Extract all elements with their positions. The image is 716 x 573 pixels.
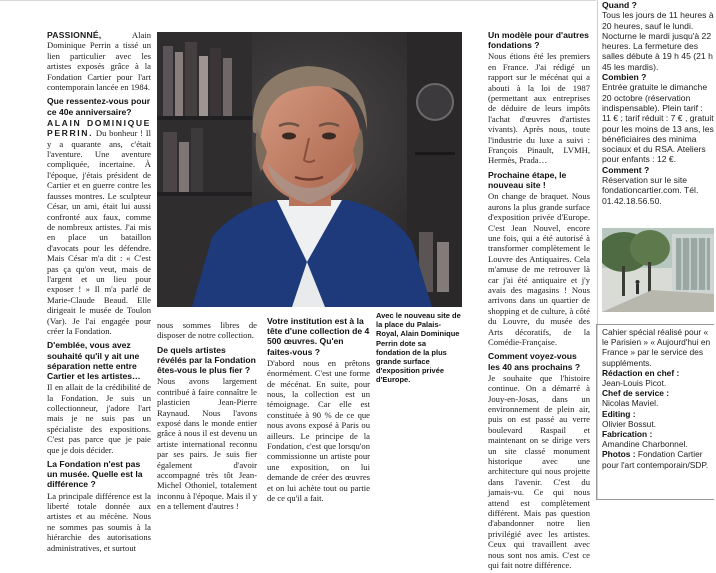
answer-anniversary <box>47 118 151 337</box>
service-value: Nicolas Maviel. <box>602 398 659 409</box>
answer-collection: D'abord nous en prêtons énormément. C'est une forme de mécénat. En suite, pour nous, la collection est un témoignage. Car elle est constituée à 90 % de ce que nous avons exposé à Paris ou ailleurs. Le principe de la Fondation, c'est que lorsqu'on commissionne un artiste pour une exposition, on lui demande de créer des œuvres et on lui achète tout ou partie de ce qu'il a fait. <box>267 357 370 504</box>
when-text: Tous les jours de 11 heures à 20 heures, sauf le lundi. Nocturne le mardi jusqu'à 22 heures. La fermeture des salles débute à 19 h 45 (21 h 45 les mardis). <box>602 10 714 72</box>
answer-museum-cont: nous sommes libres de disposer de notre collection. <box>157 320 257 341</box>
question-artists: De quels artistes révélés par la Fondation êtes-vous le plus fier ? <box>157 344 256 376</box>
question-museum: La Fondation n'est pas un musée. Quelle est la différence ? <box>47 459 143 490</box>
editing-value: Olivier Bossut. <box>602 418 656 429</box>
question-new-site: Prochaine étape, le nouveau site ! <box>488 169 567 191</box>
credits-box <box>596 324 714 500</box>
redaction-label: Rédaction en chef : <box>602 367 680 378</box>
answer-future: Je souhaite que l'histoire continue. On a démarré à Jouy-en-Josas, dans un environnement de plein air, puis on est passé au verre boulevard Raspail et maintenant on se dirige vers un site classé monument historique avec une architecture qui nous projette dans l'avenir. C'est du jamais-vu. Ce qui nous attend est complètement différent. Mais pas question d'abandonner notre lien privilégié avec les artistes. Ceux qui travaillent avec nous sont nos amis. C'est ce qui fait notre différence. <box>488 372 590 571</box>
info-sidebar <box>602 0 714 206</box>
answer-anniversary-text: Du bonheur ! Il y a quarante ans, c'était l'aventure. Une aventure compliquée, incertaine. À l'époque, j'étais président de Cartier et en guerre contre les fausses montres. Le sculpteur César, un ami, était lui aussi confronté aux faux, comme de nombreux artistes. J'ai mis en place un bataillon d'avocats pour les défendre. Mais César m'a dit : « C'est pas ça qu'on veut, mais de l'argent et un lieu pour exposer ! » Il m'a parlé de Marie-Claude Beaud. Elle dirigeait le musée de Toulon (Var). Je l'ai engagée pour créer la Fondation. <box>47 128 151 336</box>
street-illustration <box>602 228 714 312</box>
answer-museum: La principale différence est la liberté totale donnée aux artistes et au mécène. Nous ne sommes pas soumis à la hiérarchie des autorisations administratives, et surtout <box>47 490 151 553</box>
editing-label: Editing : <box>602 408 636 419</box>
question-anniversary: Que ressentez-vous pour ce 40e anniversaire? <box>47 96 151 117</box>
street-photo <box>602 228 714 312</box>
top-rule <box>0 0 596 1</box>
question-separation: D'emblée, vous avez souhaité qu'il y ait une séparation nette entre Cartier et les artistes… <box>47 340 141 381</box>
portrait-illustration <box>157 32 462 307</box>
intro-text: Alain Dominique Perrin a tissé un lien particulier avec les artistes exposés grâce à la Fondation Cartier pour l'art contemporain lancée en 1984. <box>47 30 151 93</box>
column-3 <box>267 316 370 506</box>
speaker-name: ALAIN DOMINIQUE PERRIN. <box>47 117 151 139</box>
price-text: Entrée gratuite le dimanche 20 octobre (réservation indispensable). Plein tarif : 11 € ; tarif réduit : 7 € , gratuit pour les moins de 13 ans, les bénéficiaires des minima sociaux et du RSA. Ateliers pour enfants : 12 €. <box>602 82 714 165</box>
photos-label: Photos : <box>602 449 636 460</box>
column-4 <box>488 30 590 573</box>
when-label: Quand ? <box>602 0 637 10</box>
question-collection: Votre institution est à la tête d'une collection de 4 500 œuvres. Qu'en faites-vous ? <box>267 316 370 357</box>
question-model: Un modèle pour d'autres fondations ? <box>488 30 589 51</box>
intro-lead: PASSIONNÉ, <box>47 30 102 40</box>
answer-separation: Il en allait de la crédibilité de la Fondation. Je suis un collectionneur, j'adore l'art mais je ne suis pas un spécialiste des expositions. C'est pas parce que je paie que je dois décider. <box>47 382 151 455</box>
service-label: Chef de service : <box>602 388 670 399</box>
column-1 <box>47 30 151 555</box>
answer-model: Nous étions été les premiers en France. J'ai rédigé un rapport sur le mécénat qui a abouti à la loi de 1987 (permettant aux entreprises de déduire de leurs impôts l'achat d'œuvres d'artistes vivants). Après nous, toute l'industrie du luxe a suivi : François Pinault, LVMH, Hermès, Prada… <box>488 51 590 166</box>
intro-paragraph <box>47 30 151 92</box>
portrait-photo <box>157 32 462 307</box>
how-label: Comment ? <box>602 164 650 175</box>
price-label: Combien ? <box>602 72 647 83</box>
answer-artists: Nous avons largement contribué à faire connaître le plasticien Jean-Pierre Raynaud. Nous l'avons exposé dans le monde entier grâce à nous il est devenu un artiste international reconnu par ses pairs. Je suis fier également d'avoir accompagné très tôt Jean-Michel Othoniel, totalement inconnu à l'époque. Mais il y en a tellement d'autres ! <box>157 376 257 512</box>
fabrication-label: Fabrication : <box>602 429 653 440</box>
photos-value: Fondation Cartier pour l'art contemporain/SDP. <box>602 449 709 470</box>
photos-line <box>602 449 711 469</box>
answer-new-site: On change de braquet. Nous aurons la plus grande surface d'exposition privée d'Europe. C'est Jean Nouvel, encore une fois, qui a été autorisé à transformer complètement le Louvre des Antiquaires. Cela m'amuse de me retrouver là car j'ai été antiquaire et j'y avais des magasins ! Nous arrivons dans un quartier de shopping et de culture, à côté du Louvre, du musée des Arts décoratifs, de la Comédie-Française. <box>488 191 590 347</box>
column-2 <box>157 320 257 514</box>
fabrication-value: Amandine Charbonnel. <box>602 439 688 450</box>
redaction-value: Jean-Louis Picot. <box>602 378 667 389</box>
question-future: Comment voyez-vous les 40 ans prochains ? <box>488 351 581 372</box>
how-text: Réservation sur le site fondationcartier.com. Tél. 01.42.18.56.50. <box>602 175 699 206</box>
credits-intro: Cahier spécial réalisé pour « le Parisien » « Aujourd'hui en France » par le service des suppléments. <box>602 327 711 368</box>
photo-caption: Avec le nouveau site de la place du Palais-Royal, Alain Dominique Perrin dote sa fondation de la plus grande surface d'exposition privée d'Europe. <box>376 311 461 385</box>
